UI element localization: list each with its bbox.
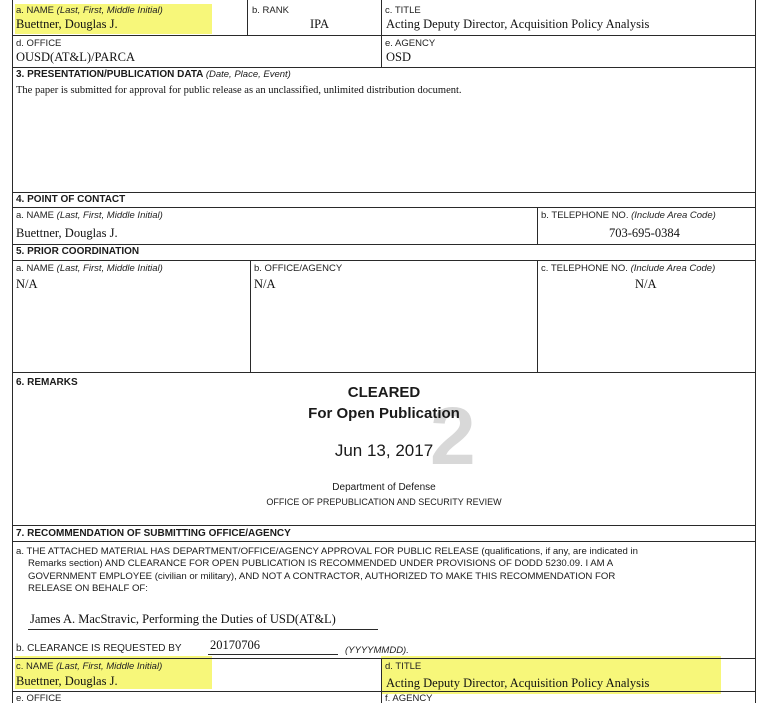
stamp-open-publication: For Open Publication <box>308 405 460 422</box>
coord-phone-label: c. TELEPHONE NO. (Include Area Code) <box>541 263 716 274</box>
stamp-office: OFFICE OF PREPUBLICATION AND SECURITY REVIEW <box>266 497 502 507</box>
section3-text: The paper is submitted for approval for public release as an unclassified, unlimited distribution document. <box>16 85 462 96</box>
name-label-bottom: c. NAME (Last, First, Middle Initial) <box>16 661 163 672</box>
office-label-bottom: e. OFFICE <box>16 693 62 704</box>
coord-phone-value: N/A <box>635 277 657 291</box>
para-line-3: GOVERNMENT EMPLOYEE (civilian or military), AND NOT A CONTRACTOR, AUTHORIZED TO MAKE THIS RECOMMENDATION FOR <box>28 570 616 582</box>
clearance-stamp <box>12 380 756 520</box>
stamp-cleared: CLEARED <box>347 384 421 401</box>
title-label-bottom: d. TITLE <box>385 661 422 672</box>
section7-heading: 7. RECOMMENDATION OF SUBMITTING OFFICE/AGENCY <box>16 528 291 539</box>
poc-name-value: Buettner, Douglas J. <box>16 226 118 240</box>
coord-name-label: a. NAME (Last, First, Middle Initial) <box>16 263 163 274</box>
para-line-1: a. THE ATTACHED MATERIAL HAS DEPARTMENT/OFFICE/AGENCY APPROVAL FOR PUBLIC RELEASE (qualifications, if any, are indicated in <box>16 546 639 557</box>
clearance-format: (YYYYMMDD). <box>345 645 409 656</box>
title-value-bottom: Acting Deputy Director, Acquisition Policy Analysis <box>386 676 650 690</box>
name-value-bottom: Buettner, Douglas J. <box>16 674 118 688</box>
agency-label: e. AGENCY <box>385 38 436 49</box>
name-value-top: Buettner, Douglas J. <box>16 17 118 31</box>
stamp-overlay-digit: 2 <box>430 391 476 482</box>
stamp-date: Jun 13, 2017 <box>334 441 434 460</box>
poc-phone-label: b. TELEPHONE NO. (Include Area Code) <box>541 210 716 221</box>
para-line-4: RELEASE ON BEHALF OF: <box>28 582 148 594</box>
poc-phone-value: 703-695-0384 <box>609 226 680 240</box>
rank-value: IPA <box>310 17 329 31</box>
section5-heading: 5. PRIOR COORDINATION <box>16 246 140 257</box>
on-behalf-of-value: James A. MacStravic, Performing the Duties of USD(AT&L) <box>30 612 336 626</box>
agency-value: OSD <box>386 50 412 64</box>
office-label: d. OFFICE <box>16 38 62 49</box>
section3-heading: 3. PRESENTATION/PUBLICATION DATA (Date, Place, Event) <box>16 69 291 80</box>
title-value-top: Acting Deputy Director, Acquisition Policy Analysis <box>386 17 650 31</box>
poc-name-label: a. NAME (Last, First, Middle Initial) <box>16 210 163 221</box>
coord-office-value: N/A <box>254 277 276 291</box>
name-label-top: a. NAME (Last, First, Middle Initial) <box>16 5 163 16</box>
stamp-dept: Department of Defense <box>332 482 436 493</box>
clearance-request-form <box>12 0 756 703</box>
coord-office-label: b. OFFICE/AGENCY <box>254 263 343 274</box>
office-value: OUSD(AT&L)/PARCA <box>16 50 136 64</box>
clearance-requested-label: b. CLEARANCE IS REQUESTED BY <box>16 643 182 654</box>
agency-label-bottom: f. AGENCY <box>385 693 433 704</box>
para-line-2: Remarks section) AND CLEARANCE FOR OPEN PUBLICATION IS RECOMMENDED UNDER PROVISIONS OF DODD 5230.09. I AM A <box>28 558 614 570</box>
section6-heading: 6. REMARKS <box>16 377 78 388</box>
clearance-requested-value: 20170706 <box>210 638 260 652</box>
rank-label: b. RANK <box>252 5 289 16</box>
coord-name-value: N/A <box>16 277 38 291</box>
section4-heading: 4. POINT OF CONTACT <box>16 194 126 205</box>
title-label-top: c. TITLE <box>385 5 421 16</box>
recommendation-paragraph <box>16 546 752 595</box>
